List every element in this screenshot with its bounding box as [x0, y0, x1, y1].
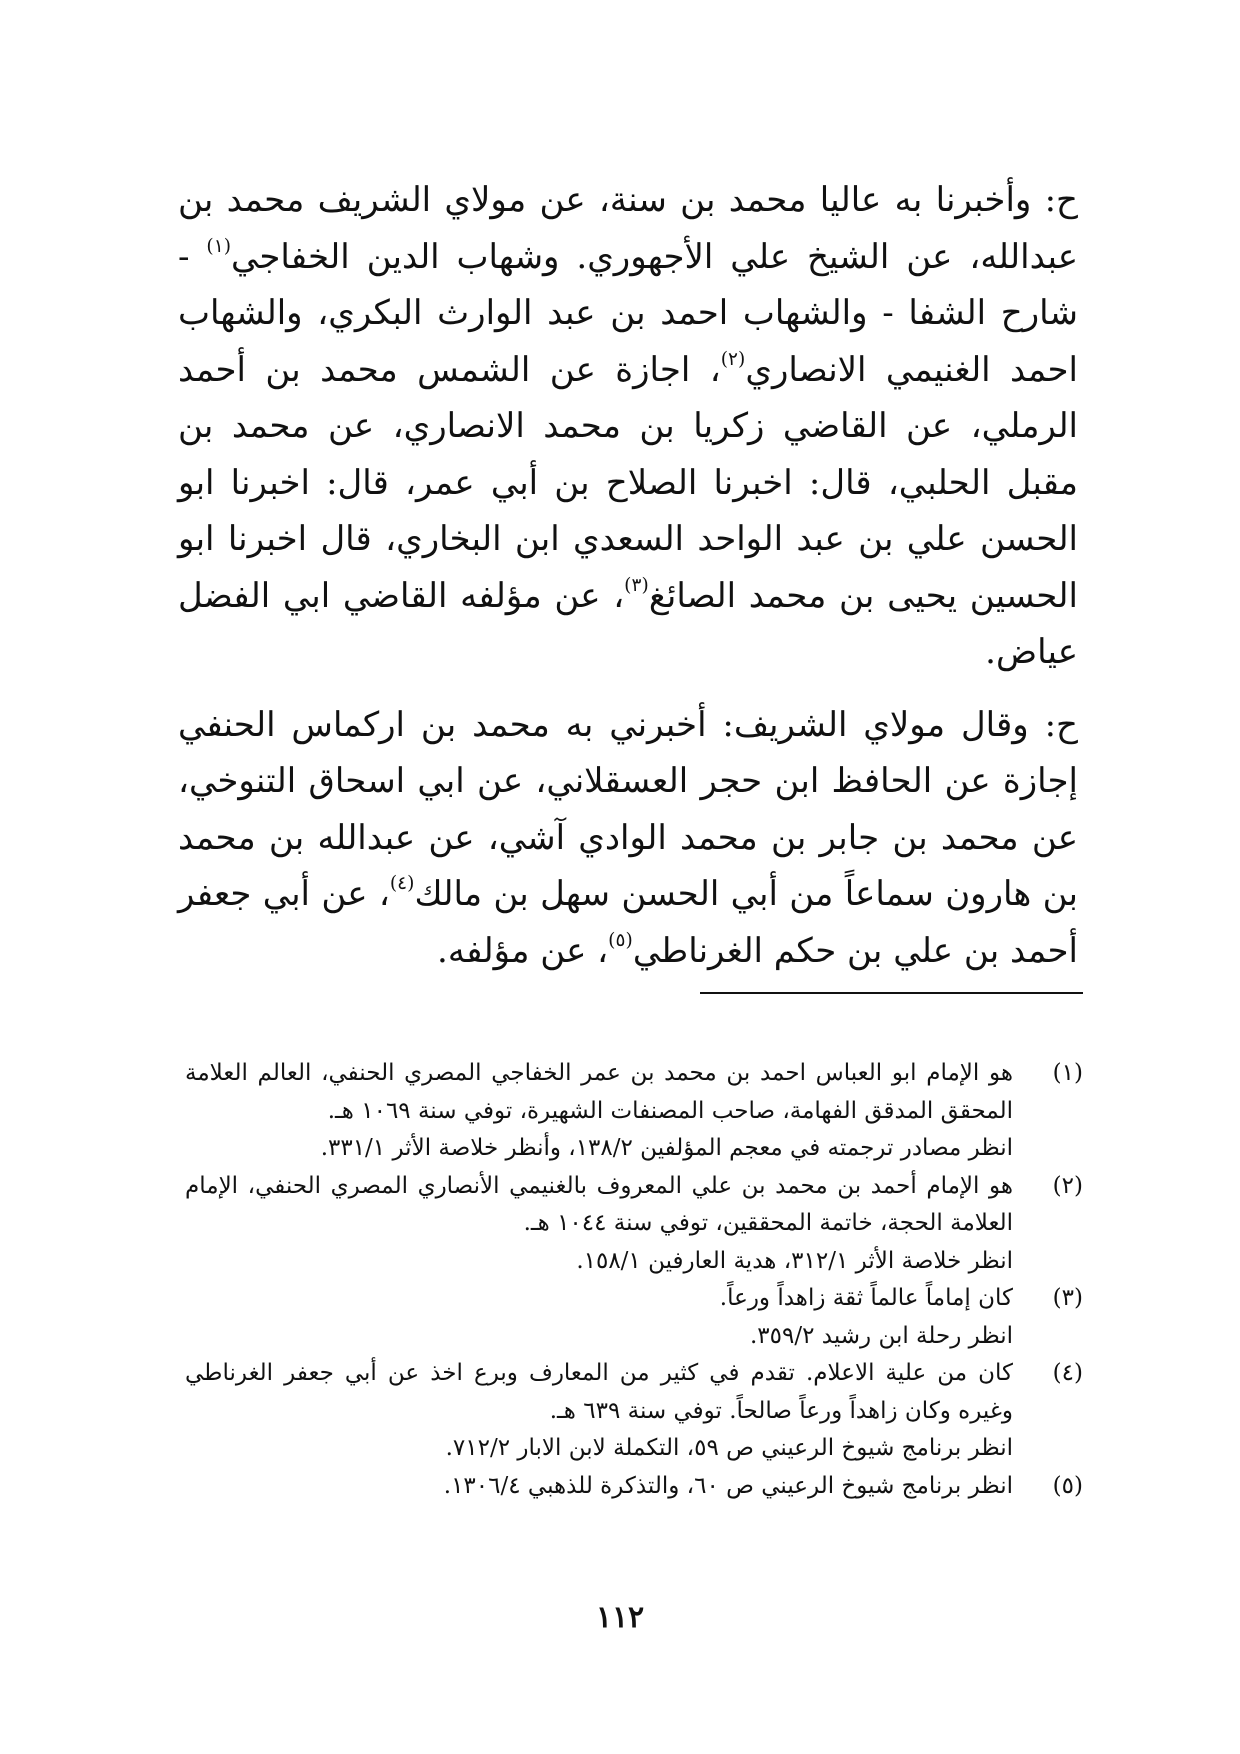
footnote-number: (٥) [1052, 1472, 1083, 1499]
footnote-body [185, 1355, 1013, 1468]
footnote-number: (٢) [1052, 1172, 1083, 1199]
footnote-2 [185, 1168, 1083, 1281]
paragraph-2-text-b: ، عن أبي جعفر أحمد بن علي بن حكم الغرناطي [178, 874, 1078, 971]
footnote-body [185, 1168, 1013, 1281]
footnote-line: كان من علية الاعلام. تقدم في كثير من المعارف وبرع اخذ عن أبي جعفر الغرناطي وغيره وكان زاهداً ورعاً صالحاً. توفي سنة ٦٣٩ هـ. [185, 1360, 1013, 1424]
paragraph-1-text-d: ، عن مؤلفه القاضي ابي الفضل عياض. [178, 575, 1078, 672]
paragraph-1 [178, 172, 1078, 681]
footnote-line: هو الإمام ابو العباس احمد بن محمد بن عمر الخفاجي المصري الحنفي، العالم العلامة المحقق المدقق الفهامة، صاحب المصنفات الشهيرة، توفي سنة ١٠٦٩ هـ. [185, 1060, 1013, 1124]
footnote-body [185, 1280, 1013, 1355]
footnote-line: انظر رحلة ابن رشيد ٣٥٩/٢. [749, 1322, 1013, 1349]
footnote-line: انظر برنامج شيوخ الرعيني ص ٥٩، التكملة لابن الابار ٧١٢/٢. [445, 1435, 1013, 1461]
paragraph-2-text-c: ، عن مؤلفه. [437, 930, 609, 971]
footnote-body [185, 1468, 1013, 1506]
footnote-number: (٣) [1052, 1285, 1083, 1311]
paragraph-2 [178, 697, 1078, 980]
footnote-number: (٤) [1052, 1360, 1083, 1386]
footnote-ref-3: (٣) [624, 574, 649, 596]
footnote-separator [700, 992, 1083, 994]
main-text [178, 172, 1078, 979]
paragraph-2-text-a: ح: وقال مولاي الشريف: أخبرني به محمد بن اركماس الحنفي إجازة عن الحافظ ابن حجر العسقلاني، عن ابي اسحاق التنوخي، عن محمد بن جابر بن محمد الوادي آشي، عن عبدالله بن محمد بن هارون سماعاً من أبي الحسن سهل بن مالك [178, 704, 1078, 914]
paragraph-1-text-a: ح: وأخبرنا به عاليا محمد بن سنة، عن مولاي الشريف محمد بن عبدالله، عن الشيخ علي الأجهوري. وشهاب الدين الخفاجي [178, 180, 1079, 277]
footnote-5 [185, 1468, 1083, 1506]
footnote-line: انظر مصادر ترجمته في معجم المؤلفين ١٣٨/٢، وأنظر خلاصة الأثر ٣٣١/١. [320, 1135, 1013, 1161]
footnote-line: انظر خلاصة الأثر ٣١٢/١، هدية العارفين ١٥٨/١. [576, 1247, 1013, 1274]
page-number: ١١٢ [595, 1600, 645, 1635]
footnote-line: هو الإمام أحمد بن محمد بن علي المعروف بالغنيمي الأنصاري المصري الحنفي، الإمام العلامة الحجة، خاتمة المحققين، توفي سنة ١٠٤٤ هـ. [185, 1172, 1013, 1236]
footnote-ref-2: (٢) [720, 348, 746, 370]
footnote-line: انظر برنامج شيوخ الرعيني ص ٦٠، والتذكرة للذهبي ١٣٠٦/٤. [443, 1472, 1013, 1499]
footnote-ref-5: (٥) [608, 929, 633, 951]
footnotes [185, 1055, 1083, 1505]
footnote-ref-1: (١) [206, 235, 232, 257]
footnote-3 [185, 1280, 1083, 1355]
footnote-ref-4: (٤) [389, 873, 415, 895]
paragraph-1-text-b: - شارح الشفا - والشهاب احمد بن عبد الوارث البكري، والشهاب احمد الغنيمي الانصاري [178, 236, 1078, 390]
paragraph-1-text-c: ، اجازة عن الشمس محمد بن أحمد الرملي، عن القاضي زكريا بن محمد الانصاري، عن محمد بن مقبل الحلبي، قال: اخبرنا الصلاح بن أبي عمر، قال: اخبرنا ابو الحسن علي بن عبد الواحد السعدي ابن البخاري، قال اخبرنا ابو الحسين يحيى بن محمد الصائغ [178, 349, 1078, 616]
footnote-body [185, 1055, 1013, 1168]
footnote-4 [185, 1355, 1083, 1468]
footnote-1 [185, 1055, 1083, 1168]
footnote-number: (١) [1052, 1060, 1083, 1086]
footnote-line: كان إماماً عالماً ثقة زاهداً ورعاً. [719, 1285, 1013, 1311]
